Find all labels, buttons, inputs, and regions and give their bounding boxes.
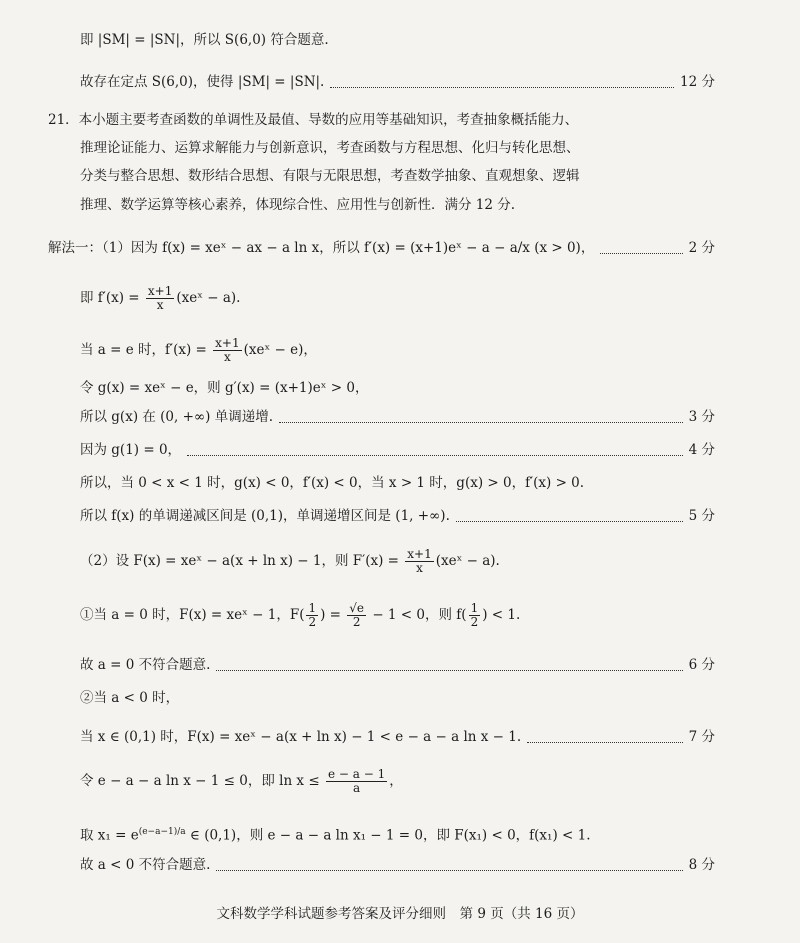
fraction-numerator: 1 (470, 601, 479, 615)
fraction-numerator: √e (349, 601, 365, 615)
dot-leader (330, 87, 674, 88)
dot-leader (187, 455, 683, 456)
let-g-text: 令 g(x) = xeˣ − e，则 g′(x) = (x+1)eˣ > 0， (80, 380, 369, 396)
g1-line (80, 440, 715, 460)
score-4: 4 分 (688, 442, 715, 458)
dot-leader (527, 742, 682, 743)
fraction (213, 337, 241, 364)
score-12: 12 分 (680, 74, 715, 90)
aneg-reject-text: 故 a < 0 不符合题意. (80, 857, 211, 873)
dot-leader (216, 870, 682, 871)
let-ineq-suffix: ， (389, 773, 403, 790)
score-8: 8 分 (688, 857, 715, 873)
q21-line-4-text: 推理、数学运算等核心素养，体现综合性、应用性与创新性．满分 12 分. (80, 197, 516, 213)
q21-line-3-text: 分类与整合思想、数形结合思想、有限与无限思想，考查数学抽象、直观想象、逻辑 (80, 168, 580, 184)
fraction-numerator: x+1 (215, 336, 240, 350)
g1-text: 因为 g(1) = 0， (80, 442, 182, 458)
fraction (405, 548, 433, 575)
case-a0-mid2: − 1 < 0，则 f( (368, 607, 467, 624)
dot-leader (216, 670, 682, 671)
case-a0-line (80, 602, 520, 629)
case-aneg-line (80, 688, 179, 708)
score-2: 2 分 (688, 240, 715, 256)
page-footer: 文科数学学科试题参考答案及评分细则 第 9 页（共 16 页） (216, 906, 584, 922)
sign-line (80, 473, 584, 493)
line-2 (80, 72, 715, 92)
monotonic-line (80, 506, 715, 526)
fraction-denominator: 2 (308, 615, 317, 630)
exponent: (e−a−1)/a (138, 827, 186, 837)
a0-reject-text: 故 a = 0 不符合题意. (80, 657, 211, 673)
fraction (347, 602, 366, 629)
sign-text: 所以，当 0 < x < 1 时，g(x) < 0，f′(x) < 0，当 x > 1 时，g(x) > 0，f′(x) > 0. (80, 475, 585, 491)
q21-line-1-text: 21．本小题主要考查函数的单调性及最值、导数的应用等基础知识，考查抽象概括能力、 (48, 112, 579, 128)
solution-line-1 (48, 238, 715, 258)
take-x1-prefix: 取 x₁ = e (80, 827, 139, 844)
let-ineq-line (80, 768, 403, 795)
fraction-denominator: a (353, 781, 361, 796)
dot-leader (600, 253, 682, 254)
fraction-numerator: x+1 (147, 284, 173, 298)
case-a0-prefix: ①当 a = 0 时，F(x) = xeˣ − 1，F( (80, 607, 305, 624)
case-a-e-prefix: 当 a = e 时，f′(x) = (80, 342, 212, 359)
interval-text: 当 x ∈ (0,1) 时，F(x) = xeˣ − a(x + ln x) − 1 < e − a − a ln x − 1. (80, 729, 522, 745)
q21-line-2-text: 推理论证能力、运算求解能力与创新意识，考查函数与方程思想、化归与转化思想、 (80, 140, 580, 156)
line-1 (80, 30, 329, 50)
fraction (326, 768, 387, 795)
derivative-line (80, 285, 240, 312)
g-increasing-line (80, 407, 715, 427)
monotonic-text: 所以 f(x) 的单调递减区间是 (0,1)，单调递增区间是 (1, +∞). (80, 508, 450, 524)
q21-line-3 (80, 166, 580, 186)
dot-leader (456, 521, 683, 522)
part2-prefix: （2）设 F(x) = xeˣ − a(x + ln x) − 1，则 F′(x) = (80, 553, 404, 570)
fraction-numerator: x+1 (407, 547, 432, 561)
q21-line-2 (80, 138, 580, 158)
case-a-e-line (80, 337, 317, 364)
g-increasing-text: 所以 g(x) 在 (0, +∞) 单调递增. (80, 409, 274, 425)
fraction-denominator: 2 (352, 615, 361, 630)
derivative-suffix: (xeˣ − a). (176, 290, 241, 307)
a0-reject-line (80, 655, 715, 675)
dot-leader (279, 422, 683, 423)
score-5: 5 分 (688, 508, 715, 524)
score-3: 3 分 (688, 409, 715, 425)
case-a-e-suffix: (xeˣ − e)， (243, 342, 317, 359)
let-ineq-prefix: 令 e − a − a ln x − 1 ≤ 0，即 ln x ≤ (80, 773, 324, 790)
derivative-prefix: 即 f′(x) = (80, 290, 144, 307)
q21-line-4 (80, 195, 515, 215)
part2-suffix: (xeˣ − a). (435, 553, 500, 570)
take-x1-line (80, 822, 591, 846)
fraction (306, 602, 318, 629)
fraction-denominator: 2 (470, 615, 479, 630)
q21-line-1 (48, 110, 578, 130)
case-a0-mid1: ) = (320, 607, 346, 624)
case-aneg-text: ②当 a < 0 时， (80, 690, 180, 706)
line-2-text: 故存在定点 S(6,0)，使得 |SM| = |SN|. (80, 74, 325, 90)
fraction-numerator: e − a − 1 (327, 767, 386, 781)
score-7: 7 分 (688, 729, 715, 745)
fraction-denominator: x (156, 298, 164, 313)
fraction-denominator: x (416, 561, 423, 576)
aneg-reject-line (80, 855, 715, 875)
score-6: 6 分 (688, 657, 715, 673)
take-x1-suffix: ∈ (0,1)，则 e − a − a ln x₁ − 1 = 0，即 F(x₁) < 0，f(x₁) < 1. (185, 827, 591, 844)
let-g-line (80, 378, 368, 398)
solution-line-1-text: 解法一：（1）因为 f(x) = xeˣ − ax − a ln x，所以 f′(x) = (x+1)eˣ − a − a/x (x > 0)， (48, 240, 595, 256)
fraction-denominator: x (223, 350, 231, 365)
fraction (146, 285, 174, 312)
interval-line (80, 727, 715, 747)
fraction-numerator: 1 (308, 601, 317, 615)
fraction (469, 602, 481, 629)
part2-line (80, 548, 500, 575)
case-a0-suffix: ) < 1. (482, 607, 521, 624)
line-1-text: 即 |SM| = |SN|，所以 S(6,0) 符合题意. (80, 32, 329, 48)
